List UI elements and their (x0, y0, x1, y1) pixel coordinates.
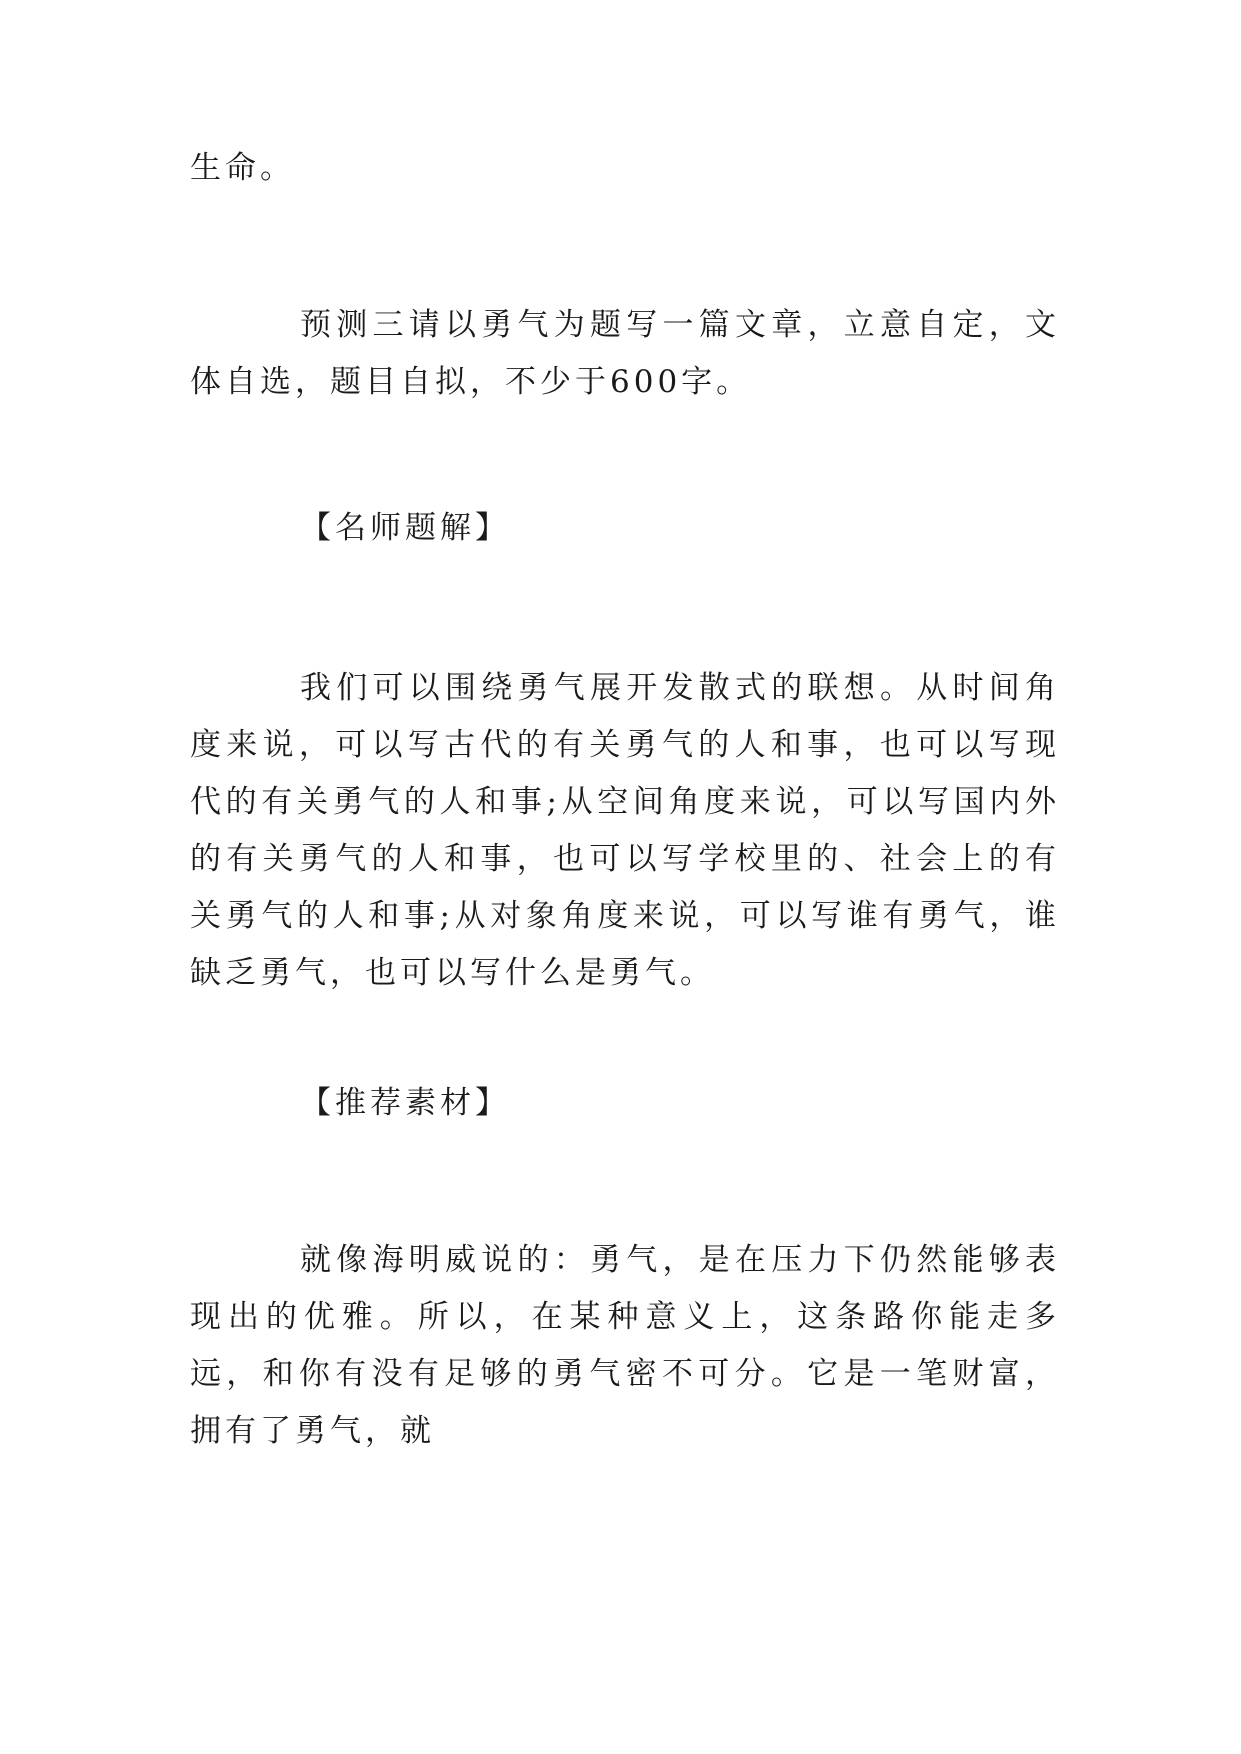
section-heading-material: 【推荐素材】 (300, 1085, 510, 1121)
prompt-paragraph: 预测三请以勇气为题写一篇文章，立意自定，文体自选，题目自拟，不少于600字。 (190, 307, 1060, 400)
continuation-paragraph: 生命。 (190, 150, 295, 186)
material-paragraph: 就像海明威说的：勇气，是在压力下仍然能够表现出的优雅。所以，在某种意义上，这条路你能走多远，和你有没有足够的勇气密不可分。它是一笔财富，拥有了勇气，就 (190, 1242, 1060, 1449)
analysis-paragraph: 我们可以围绕勇气展开发散式的联想。从时间角度来说，可以写古代的有关勇气的人和事，也可以写现代的有关勇气的人和事;从空间角度来说，可以写国内外的有关勇气的人和事，也可以写学校里的、社会上的有关勇气的人和事;从对象角度来说，可以写谁有勇气，谁缺乏勇气，也可以写什么是勇气。 (190, 670, 1060, 991)
section-heading-analysis: 【名师题解】 (300, 510, 510, 546)
